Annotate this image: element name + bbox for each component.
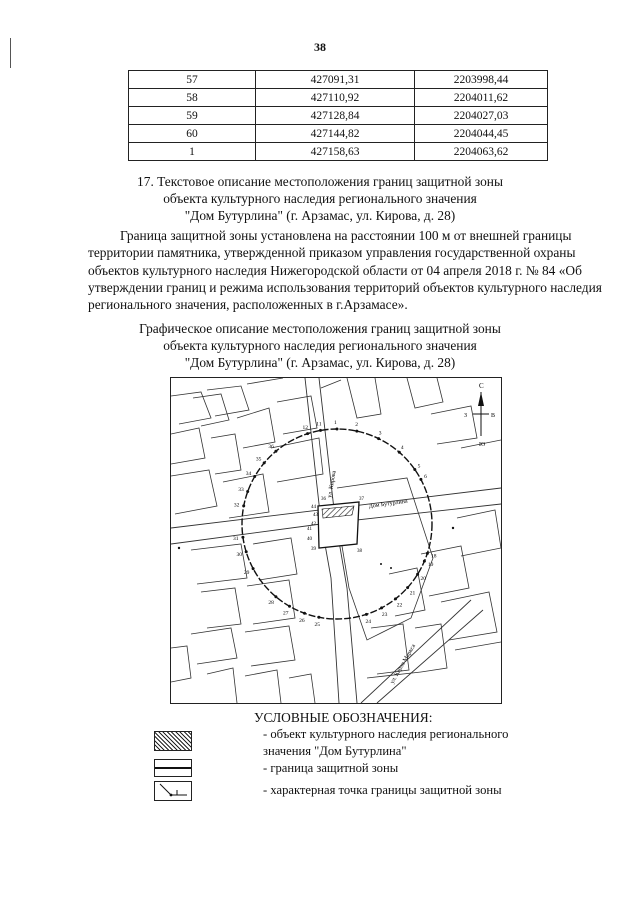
boundary-point-label: 24: [365, 619, 371, 625]
table-cell-y: 2204027,03: [415, 107, 548, 125]
object-point-label: 38: [357, 549, 362, 554]
table-cell-point: 59: [129, 107, 256, 125]
compass-south: Ю: [479, 442, 486, 448]
boundary-point: [355, 430, 358, 433]
table-cell-point: 60: [129, 125, 256, 143]
boundary-point: [336, 428, 339, 431]
table-row: [129, 71, 548, 89]
map-svg: [171, 378, 501, 703]
object-point-label: 43: [313, 513, 318, 518]
table-cell-x: 427144,82: [256, 125, 415, 143]
boundary-point-label: 27: [283, 610, 289, 617]
table-row: [129, 89, 548, 107]
table-cell-y: 2204011,62: [415, 89, 548, 107]
object-point-label: 36: [321, 497, 326, 502]
object-point-label: 44: [311, 505, 316, 510]
boundary-description-paragraph: [88, 227, 602, 313]
protection-zone-map: [170, 377, 502, 704]
table-cell-x: 427110,92: [256, 89, 415, 107]
boundary-point: [365, 613, 368, 616]
boundary-point-label: 36: [268, 443, 274, 450]
street-kirova-label: ул. Кирова: [327, 470, 338, 499]
paragraph-line-2: территории памятника, утвержденной приказом управления государственной охраны: [88, 245, 576, 261]
boundary-point-label: 30: [236, 551, 242, 558]
graphic-heading-line-1: Графическое описание местоположения границ защитной зоны: [139, 321, 501, 336]
section-17-line-1: 17. Текстовое описание местоположения границ защитной зоны: [137, 174, 503, 189]
street-karla-marksa-label: ул. Карла Маркса: [389, 643, 418, 685]
table-row: [129, 143, 548, 161]
graphic-heading-line-3: "Дом Бутурлина" (г. Арзамас, ул. Кирова, д. 28): [184, 355, 456, 370]
boundary-point-label: 19: [427, 561, 434, 568]
boundary-point: [406, 586, 409, 589]
paragraph-line-1: Граница защитной зоны установлена на расстоянии 100 м от внешней границы: [120, 228, 572, 243]
table-cell-point: 57: [129, 71, 256, 89]
boundary-point: [288, 605, 291, 608]
compass-west: З: [464, 413, 468, 419]
table-cell-x: 427091,31: [256, 71, 415, 89]
section-17-heading: [100, 173, 540, 224]
legend-item-point: - характерная точка границы защитной зоны: [263, 783, 502, 797]
table-row: [129, 125, 548, 143]
boundary-point-label: 32: [233, 502, 240, 509]
compass-rose: [464, 382, 495, 448]
table-cell-x: 427158,63: [256, 143, 415, 161]
paragraph-line-3: объектов культурного наследия Нижегородской области от 04 апреля 2018 г. № 84 «Об: [88, 262, 582, 278]
object-point-label: 42: [311, 522, 316, 527]
object-point-label: 39: [311, 547, 316, 552]
boundary-point: [252, 567, 255, 570]
boundary-point-label: 18: [431, 553, 437, 560]
boundary-point-label: 25: [314, 622, 320, 629]
legend-item-boundary: - граница защитной зоны: [263, 761, 399, 775]
boundary-point-label: 34: [245, 471, 252, 477]
boundary-point-label: 22: [396, 602, 403, 609]
object-point-label: 37: [359, 497, 364, 502]
boundary-point-label: 35: [255, 456, 262, 463]
boundary-point-label: 20: [420, 576, 426, 583]
boundary-point: [245, 550, 248, 553]
boundary-point: [253, 475, 256, 478]
section-17-line-3: "Дом Бутурлина" (г. Арзамас, ул. Кирова, д. 28): [184, 208, 456, 223]
heritage-object: [318, 502, 359, 548]
boundary-point: [319, 429, 322, 432]
boundary-point: [263, 461, 266, 464]
table-cell-y: 2204063,62: [415, 143, 548, 161]
boundary-point: [398, 451, 401, 454]
boundary-point: [306, 432, 309, 435]
object-point-label: 40: [307, 537, 312, 542]
boundary-point: [274, 595, 277, 598]
boundary-point: [380, 606, 383, 609]
boundary-point: [303, 612, 306, 615]
graphic-heading-line-2: объекта культурного наследия регионального значения: [163, 338, 477, 353]
point-symbol-icon: [155, 782, 191, 800]
table-cell-y: 2203998,44: [415, 71, 548, 89]
boundary-point: [413, 468, 416, 471]
legend-object-line-1: - объект культурного наследия регионального: [263, 727, 509, 741]
boundary-point-label: 12: [302, 425, 308, 431]
boundary-point-label: 26: [299, 617, 305, 624]
legend-item-object: [263, 726, 508, 759]
legend-object-symbol: [154, 731, 192, 751]
boundary-point: [246, 490, 249, 493]
compass-east: В: [491, 413, 496, 419]
boundary-point-label: 4: [400, 445, 404, 451]
boundary-point-label: 1: [334, 420, 337, 426]
legend-object-line-2: значения "Дом Бутурлина": [263, 743, 407, 758]
boundary-point-label: 11: [316, 421, 322, 428]
paragraph-line-5: регионального значения, расположенных в г.Арзамасе».: [88, 297, 408, 313]
boundary-point-label: 28: [268, 600, 274, 607]
boundary-point-label: 6: [424, 474, 427, 481]
boundary-point: [416, 573, 419, 576]
graphic-description-heading: [100, 320, 540, 371]
object-label: Дом Бутурлина: [368, 498, 409, 510]
boundary-point-label: 2: [355, 422, 358, 429]
legend-boundary-symbol: [154, 759, 192, 777]
table-cell-y: 2204044,45: [415, 125, 548, 143]
map-markers: [178, 527, 454, 569]
table-cell-point: 1: [129, 143, 256, 161]
boundary-point: [241, 536, 244, 539]
boundary-point-label: 21: [409, 590, 416, 597]
boundary-point-label: 5: [417, 463, 421, 470]
table-row: [129, 107, 548, 125]
boundary-point: [317, 616, 320, 619]
legend-title: УСЛОВНЫЕ ОБОЗНАЧЕНИЯ:: [254, 710, 433, 725]
boundary-point: [274, 450, 277, 453]
boundary-point-label: 3: [378, 430, 382, 437]
section-17-line-2: объекта культурного наследия регионального значения: [163, 191, 477, 206]
boundary-point-label: 23: [381, 612, 388, 619]
table-cell-x: 427128,84: [256, 107, 415, 125]
boundary-point: [419, 478, 422, 481]
boundary-point: [377, 437, 380, 440]
boundary-point: [423, 560, 426, 563]
boundary-point: [426, 552, 429, 555]
page-number: 38: [314, 40, 326, 54]
boundary-point-label: 29: [243, 569, 250, 576]
boundary-point-label: 31: [233, 536, 239, 543]
compass-north: С: [479, 382, 484, 390]
object-point-label: 41: [307, 527, 312, 532]
coordinates-table: [128, 70, 548, 161]
boundary-point: [242, 504, 245, 507]
boundary-point: [394, 597, 397, 600]
table-cell-point: 58: [129, 89, 256, 107]
legend-point-symbol: [154, 781, 192, 801]
boundary-point-label: 33: [238, 487, 244, 494]
paragraph-line-4: утверждении границ и режима использования территорий объектов культурного наследия: [88, 279, 602, 295]
